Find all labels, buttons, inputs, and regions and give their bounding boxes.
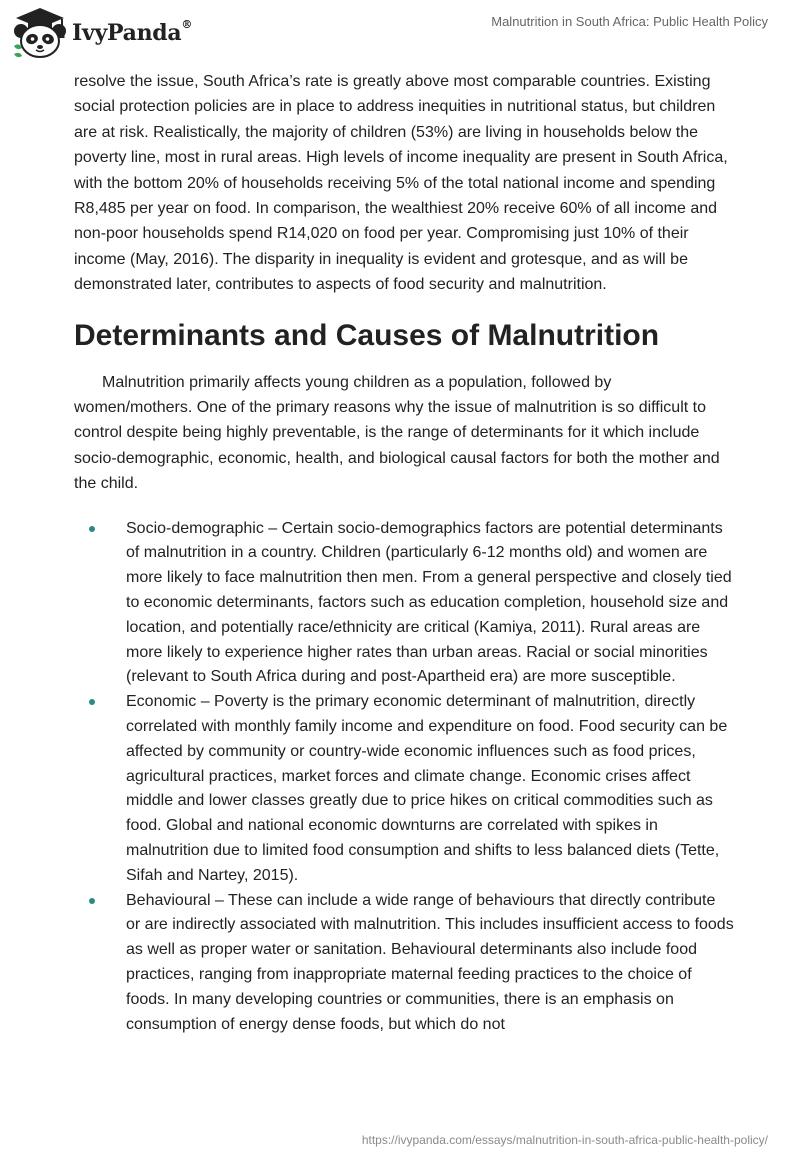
bullet-icon [89,898,95,904]
brand-name: IvyPanda® [72,17,193,46]
page-header [0,0,800,64]
essay-content [74,69,734,1037]
ivypanda-logo[interactable] [10,6,192,60]
determinants-list [74,517,734,1038]
bullet-icon [89,699,95,705]
list-item [74,889,734,1038]
section-heading: Determinants and Causes of Malnutrition [74,318,660,352]
list-item [74,690,734,888]
bullet-icon [89,526,95,532]
panda-graduate-icon [10,6,70,60]
list-item-text: Behavioural – These can include a wide range of behaviours that directly contribute or are indirectly associated with malnutrition. This includes insufficient access to foods as well as proper water or sanitation. Behavioural determinants also include food practices, ranging from inappropriate maternal feeding practices to the choice of foods. In many developing countries or communities, there is an emphasis on consumption of energy dense foods, but which do not [126,891,734,1033]
lead-paragraph: Malnutrition primarily affects young children as a population, followed by women/mothers. One of the primary reasons why the issue of malnutrition is so difficult to control despite being highly preventable, is the range of determinants for it which include socio-demographic, economic, health, and biological causal factors for both the mother and the child. [74,373,720,493]
list-item [74,517,734,691]
document-title: Malnutrition in South Africa: Public Health Policy [491,14,768,29]
intro-paragraph: resolve the issue, South Africa’s rate is greatly above most comparable countries. Existing social protection policies are in place to address inequities in nutritional status, but children are at risk. Realistically, the majority of children (53%) are living in households below the poverty line, most in rural areas. High levels of income inequality are present in South Africa, with the bottom 20% of households receiving 5% of the total national income and spending R8,485 per year on food. In comparison, the wealthiest 20% receive 60% of all income and non-poor households spend R14,020 on food per year. Compromising just 10% of their income (May, 2016). The disparity in inequality is evident and grotesque, and as will be demonstrated later, contributes to aspects of food security and malnutrition. [74,73,728,294]
list-item-text: Socio-demographic – Certain socio-demographics factors are potential determinants of malnutrition in a country. Children (particularly 6-12 months old) and women are more likely to face malnutrition then men. From a general perspective and closely tied to economic determinants, factors such as education completion, household size and location, and potentially race/ethnicity are critical (Kamiya, 2011). Rural areas are more likely to experience higher rates than urban areas. Racial or social minorities (relevant to South Africa during and post-Apartheid era) are more susceptible. [126,519,732,686]
source-url[interactable]: https://ivypanda.com/essays/malnutrition-in-south-africa-public-health-policy/ [361,1133,768,1147]
list-item-text: Economic – Poverty is the primary economic determinant of malnutrition, directly correlated with monthly family income and expenditure on food. Food security can be affected by community or country-wide economic influences such as food prices, agricultural practices, market forces and climate change. Economic crises affect middle and lower classes greatly due to price hikes on critical commodities such as food. Global and national economic downturns are correlated with spikes in malnutrition due to limited food consumption and shifts to less balanced diets (Tette, Sifah and Nartey, 2015). [126,693,728,884]
